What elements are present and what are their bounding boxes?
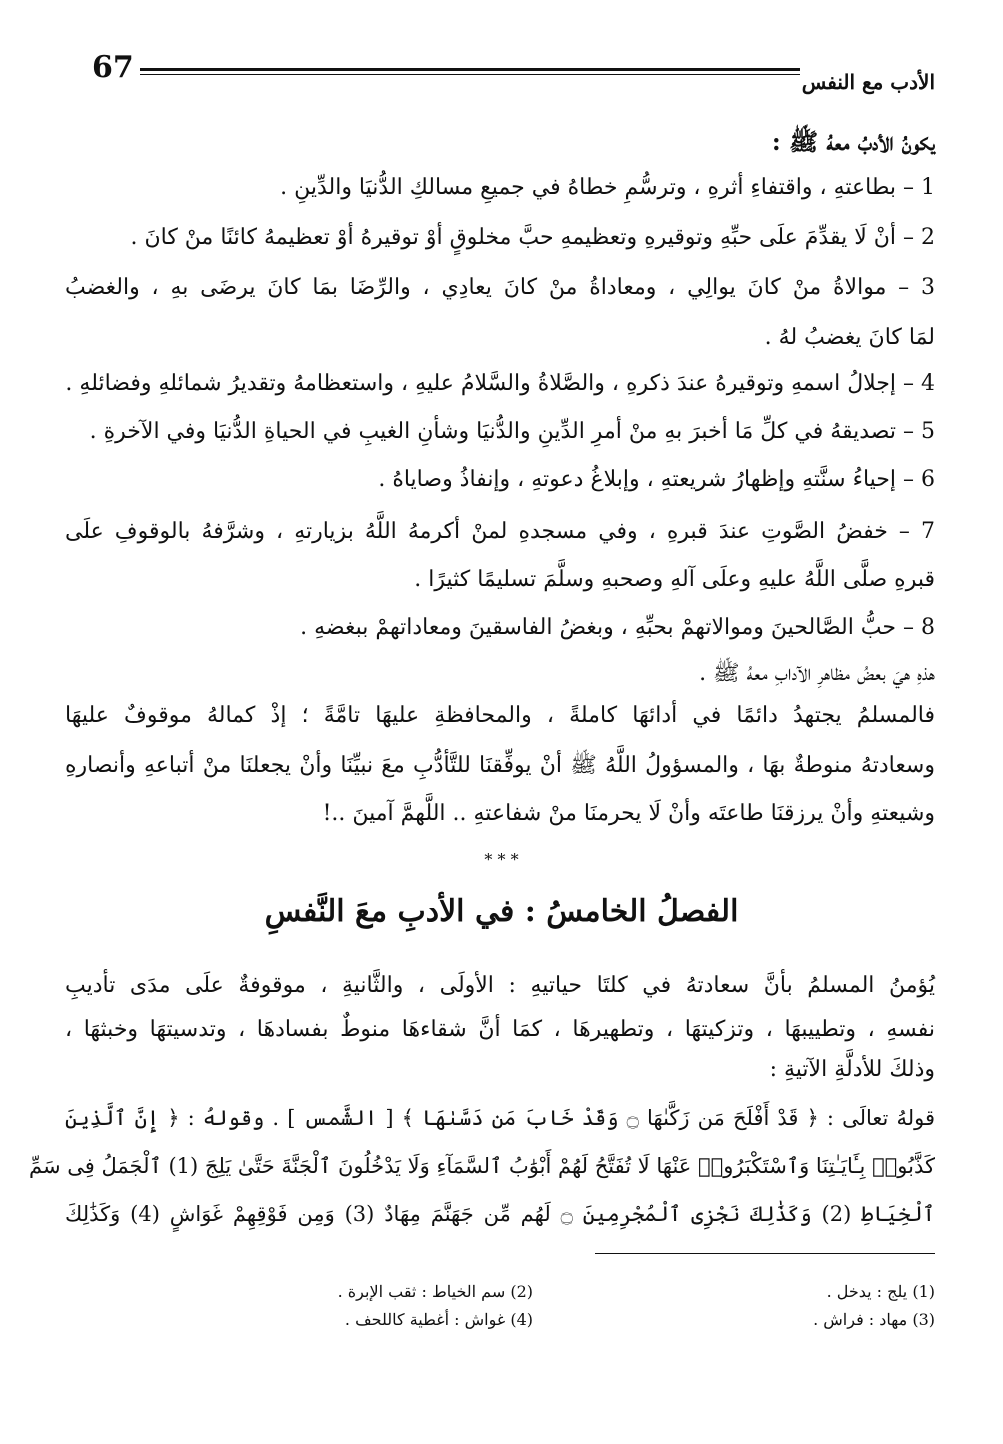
list-item: 6 – إحياءُ سنَّتهِ وإظهارُ شريعتهِ ، وإبلاغُ دعوتهِ ، وإنفاذُ وصاياهُ . (378, 467, 935, 492)
footnote: (3) مهاد : فراش . (813, 1310, 935, 1329)
paragraph-line: وسعادتهُ منوطةٌ بهَا ، والمسؤولُ اللَّهُ ﷺ أنْ يوفِّقنَا للتَّأدُّبِ معَ نبيِّنَا وأنْ يجعلنَا منْ أتباعهِ وأنصارهِ (65, 753, 935, 778)
running-title: الأدب مع النفس (801, 70, 935, 94)
page-number: 67 (92, 50, 134, 85)
paragraph-line: فالمسلمُ يجتهدُ دائمًا في أدائهَا كاملةً ، والمحافظةِ عليهَا تامَّةً ؛ إذْ كمالهُ موقوفٌ عليهَا (65, 703, 935, 728)
list-item: 1 – بطاعتهِ ، واقتفاءِ أثرهِ ، وترسُّمِ خطاهُ في جميعِ مسالكِ الدُّنيَا والدِّينِ . (280, 175, 935, 200)
paragraph-line: هذهِ هيَ بعضُ مظاهرِ الآدابِ معهُ ﷺ . (699, 661, 935, 686)
footnote-rule (595, 1253, 935, 1254)
chapter-title: الفصلُ الخامسُ : في الأدبِ معَ النَّفسِ (264, 894, 739, 929)
quran-line: قولهُ تعالَى : ﴿ قَدْ أَفْلَحَ مَن زَكَّىٰهَا ۝ وَقَدْ خَابَ مَن دَسَّىٰهَا ﴾ [ الشَّمس ] . وقولهُ : ﴿ إِنَّ ٱلَّذِينَ (65, 1106, 935, 1130)
list-item: 5 – تصديقهُ في كلِّ مَا أخبرَ بهِ منْ أمرِ الدِّينِ والدُّنيَا وشأنِ الغيبِ في الحياةِ الدُّنيَا وفي الآخرةِ . (89, 419, 935, 444)
footnote: (2) سم الخياط : ثقب الإبرة . (337, 1282, 533, 1301)
list-item: 2 – أنْ لَا يقدِّمَ علَى حبِّهِ وتوقيرهِ وتعظيمهِ حبَّ مخلوقٍ أوْ توقيرهُ أوْ تعظيمهُ كائنًا منْ كانَ . (130, 225, 935, 250)
list-item-continuation: قبرهِ صلَّى اللَّهُ عليهِ وعلَى آلهِ وصحبهِ وسلَّمَ تسليمًا كثيرًا . (414, 567, 935, 592)
list-item: 7 – خفضُ الصَّوتِ عندَ قبرهِ ، وفي مسجدهِ لمنْ أكرمهُ اللَّهُ بزيارتهِ ، وشرَّفهُ بالوقوفِ علَى (65, 519, 935, 544)
footnote: (4) غواش : أغطية كاللحف . (344, 1310, 533, 1329)
quran-line: ٱلْخِيَاطِ (2) وَكَذَٰلِكَ نَجْزِى ٱلْمُجْرِمِينَ ۝ لَهُم مِّن جَهَنَّمَ مِهَادٌ (3) وَمِن فَوْقِهِمْ غَوَاشٍ (4) وَكَذَٰلِكَ (65, 1202, 935, 1226)
header-rule-thin (140, 74, 800, 75)
paragraph-line: يُؤمنُ المسلمُ بأنَّ سعادتهُ في كلتَا حياتيهِ : الأولَى ، والثَّانيةِ ، موقوفةٌ علَى مدَى تأديبِ (65, 973, 935, 998)
footnote: (1) يلج : يدخل . (826, 1282, 935, 1301)
quran-line: كَذَّبُوا۟ بِـَٔايَـٰتِنَا وَٱسْتَكْبَرُوا۟ عَنْهَا لَا تُفَتَّحُ لَهُمْ أَبْوَٰبُ ٱلسَّمَآءِ وَلَا يَدْخُلُونَ ٱلْجَنَّةَ حَتَّىٰ يَلِجَ (1) ٱلْجَمَلُ فِى سَمِّ (29, 1154, 935, 1178)
header-rule (140, 68, 800, 71)
section-heading: يكونُ الأدبُ معهُ ﷺ : (771, 127, 935, 156)
paragraph-line: نفسهِ ، وتطييبهَا ، وتزكيتهَا ، وتطهيرهَا ، كمَا أنَّ شقاءهَا منوطٌ بفسادهَا ، وتدسيتهَا وخبثهَا ، (65, 1017, 935, 1042)
list-item-continuation: لمَا كانَ يغضبُ لهُ . (764, 325, 935, 350)
paragraph-line: وذلكَ للأدلَّةِ الآتيةِ : (769, 1057, 935, 1082)
paragraph-line: وشيعتهِ وأنْ يرزقنَا طاعتَه وأنْ لَا يحرمنَا منْ شفاعتهِ .. اللَّهمَّ آمينَ ..! (322, 801, 935, 826)
list-item: 4 – إجلالُ اسمهِ وتوقيرهُ عندَ ذكرهِ ، والصَّلاةُ والسَّلامُ عليهِ ، واستعظامهُ وتقديرُ شمائلهِ وفضائلهِ . (65, 371, 935, 396)
section-separator: * * * (484, 850, 519, 869)
list-item: 3 – موالاةُ منْ كانَ يوالِي ، ومعاداةُ منْ كانَ يعادِي ، والرِّضَا بمَا كانَ يرضَى بهِ ، والغضبُ (65, 275, 935, 300)
list-item: 8 – حبُّ الصَّالحينَ وموالاتهمْ بحبِّهِ ، وبغضُ الفاسقينَ ومعاداتهمْ ببغضهِ . (300, 615, 935, 640)
